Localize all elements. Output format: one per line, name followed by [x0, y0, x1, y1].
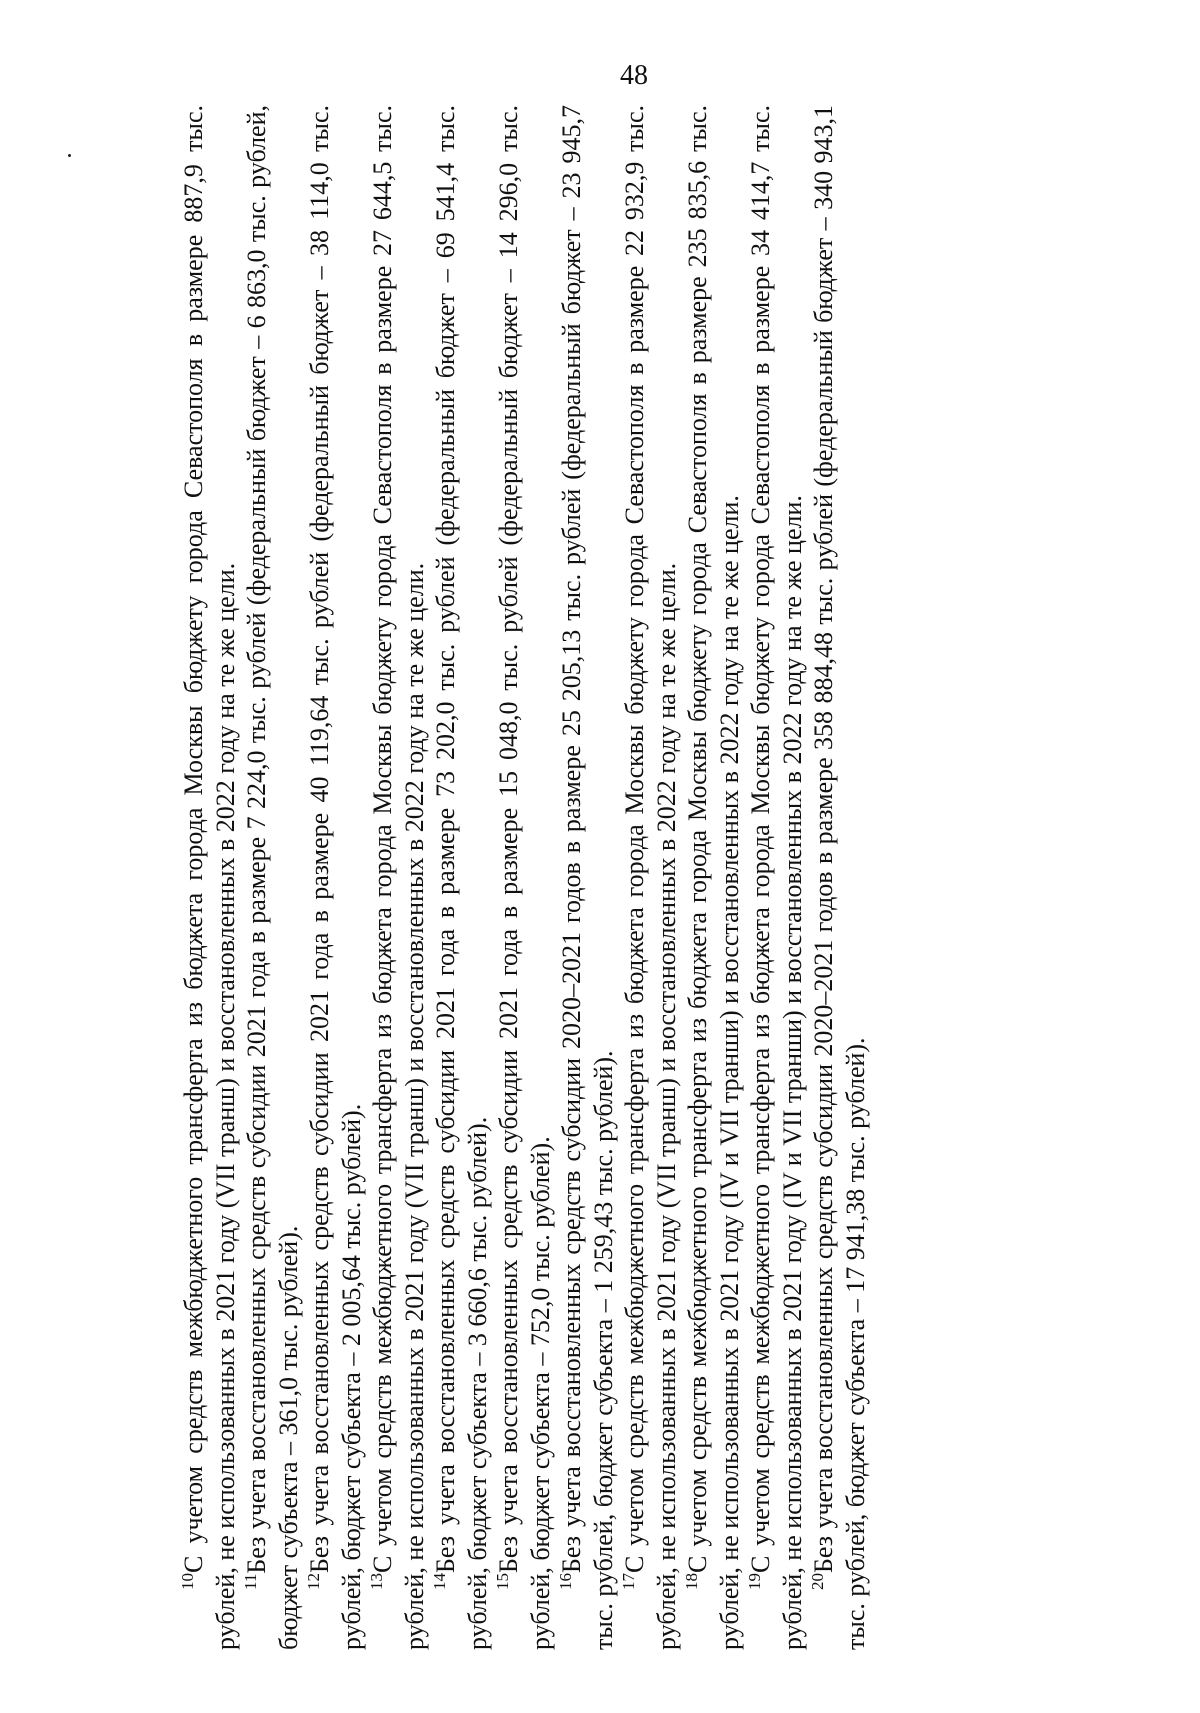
footnote-text: Без учета восстановленных средств субсидии 2020–2021 годов в размере 25 205,13 тыс. рублей (федеральный бюджет – 23 945,7 тыс. рублей, бюджет субъекта – 1 259,43 тыс. рублей).: [557, 105, 618, 1650]
footnote-text: Без учета восстановленных средств субсидии 2021 года в размере 73 202,0 тыс. рублей (федеральный бюджет – 69 541,4 тыс. рублей, бюджет субъекта – 3 660,6 тыс. рублей).: [431, 105, 492, 1650]
footnote-text: С учетом средств межбюджетного трансферта из бюджета города Москвы бюджету города Севастополя в размере 34 414,7 тыс. рублей, не использованных в 2021 году (IV и VII транши) и восстановленных в 2022 году на те же цели.: [746, 105, 807, 1650]
footnote-number: 19: [745, 1573, 764, 1590]
footnote-text: Без учета восстановленных средств субсидии 2021 года в размере 7 224,0 тыс. рублей (федеральный бюджет – 6 863,0 тыс. рублей, бюджет субъекта – 361,0 тыс. рублей).: [242, 105, 303, 1650]
footnote: [430, 105, 493, 1650]
footnote-number: 11: [241, 1573, 260, 1590]
footnote: [367, 105, 430, 1650]
footnote-text: С учетом средств межбюджетного трансферта из бюджета города Москвы бюджету города Севастополя в размере 27 644,5 тыс. рублей, не использованных в 2021 году (VII транш) и восстановленных в 2022 году на те же цели.: [368, 105, 429, 1650]
footnote-number: 20: [808, 1573, 827, 1590]
footnote-text: Без учета восстановленных средств субсидии 2020–2021 годов в размере 358 884,48 тыс. рублей (федеральный бюджет – 340 943,1 тыс. рублей, бюджет субъекта – 17 941,38 тыс. рублей).: [809, 105, 870, 1650]
footnote-number: 18: [682, 1573, 701, 1590]
footnote: [682, 105, 745, 1650]
footnote-text: Без учета восстановленных средств субсидии 2021 года в размере 40 119,64 тыс. рублей (федеральный бюджет – 38 114,0 тыс. рублей, бюджет субъекта – 2 005,64 тыс. рублей).: [305, 105, 366, 1650]
footnote: [241, 105, 304, 1650]
footnote: [178, 105, 241, 1650]
footnote-text: С учетом средств межбюджетного трансферта из бюджета города Москвы бюджету города Севастополя в размере 235 835,6 тыс. рублей, не использованных в 2021 году (IV и VII транши) и восстановленных в 2022 году на те же цели.: [683, 105, 744, 1650]
rotated-page-body: [178, 105, 1078, 1650]
footnote-text: С учетом средств межбюджетного трансферта из бюджета города Москвы бюджету города Севастополя в размере 887,9 тыс. рублей, не использованных в 2021 году (VII транш) и восстановленных в 2022 году на те же цели.: [179, 105, 240, 1650]
footnote-number: 14: [430, 1573, 449, 1590]
footnote: [304, 105, 367, 1650]
scan-speck: [68, 154, 71, 157]
footnote-text: Без учета восстановленных средств субсидии 2021 года в размере 15 048,0 тыс. рублей (федеральный бюджет – 14 296,0 тыс. рублей, бюджет субъекта – 752,0 тыс. рублей).: [494, 105, 555, 1650]
footnote: [493, 105, 556, 1650]
footnote: [556, 105, 619, 1650]
footnote: [619, 105, 682, 1650]
footnote-number: 15: [493, 1573, 512, 1590]
footnote-number: 12: [304, 1573, 323, 1590]
footnote-number: 10: [178, 1573, 197, 1590]
footnote: [808, 105, 871, 1650]
page-number: 48: [620, 60, 648, 91]
footnote: [745, 105, 808, 1650]
footnote-number: 17: [619, 1573, 638, 1590]
footnote-number: 13: [367, 1573, 386, 1590]
footnote-text: С учетом средств межбюджетного трансферта из бюджета города Москвы бюджету города Севастополя в размере 22 932,9 тыс. рублей, не использованных в 2021 году (VII транш) и восстановленных в 2022 году на те же цели.: [620, 105, 681, 1650]
footnote-number: 16: [556, 1573, 575, 1590]
footnotes-list: [178, 105, 871, 1650]
